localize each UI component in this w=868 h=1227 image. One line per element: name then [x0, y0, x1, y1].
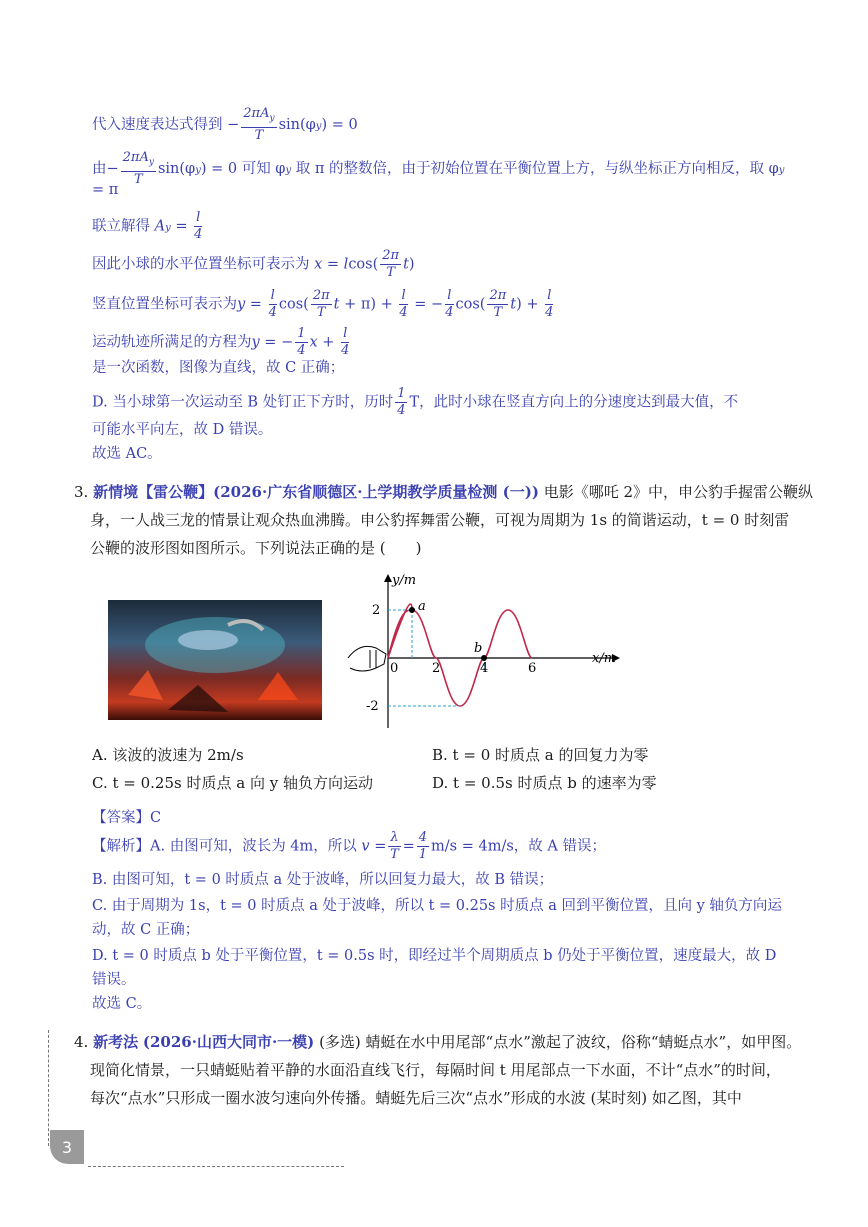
- solution-line-7: 运动轨迹所满足的方程为y = − $\frac{1}{4}$ x + $\frac{l}{4}$: [92, 326, 350, 358]
- analysis-c1: C. 由于周期为 1s，t = 0 时质点 a 处于波峰，所以 t = 0.25s 时质点 a 回到平衡位置，且向 y 轴负方向运: [92, 898, 782, 914]
- q3-line-2: 身，一人战三龙的情景让观众热血沸腾。申公豹挥舞雷公鞭，可视为周期为 1s 的简谐运动，t = 0 时刻雷: [90, 511, 790, 529]
- x-tick-4: 4: [480, 661, 489, 676]
- solution-line-10: 可能水平向左，故 D 错误。: [92, 422, 273, 438]
- answer: 【答案】C: [92, 810, 162, 826]
- question-3: [74, 478, 814, 562]
- wave-graph: [340, 570, 630, 730]
- solution-line-8: 是一次函数，图像为直线，故 C 正确；: [92, 360, 345, 376]
- hand-icon: [348, 646, 386, 671]
- x-axis-label: x/m: [592, 651, 617, 666]
- label-a: a: [418, 599, 426, 614]
- x-tick-6: 6: [528, 661, 537, 676]
- x-tick-2: 2: [432, 661, 441, 676]
- solution-line-5: 因此小球的水平位置坐标可表示为 x = lcos( $\frac{2\pi}{T}$ t): [92, 248, 415, 280]
- option-B: B. t = 0 时质点 a 的回复力为零: [432, 746, 649, 764]
- option-A: A. 该波的波速为 2m/s: [92, 746, 244, 764]
- analysis-b: B. 由图可知，t = 0 时质点 a 处于波峰，所以回复力最大，故 B 错误；: [92, 872, 554, 888]
- q4-line-1: 4. 新考法 (2026·山西大同市·一模) (多选) 蜻蜓在水中用尾部“点水”激起了波纹，俗称“蜻蜓点水”，如甲图。: [74, 1033, 802, 1051]
- page-border-bottom: [88, 1166, 344, 1167]
- analysis-d2: 错误。: [92, 972, 136, 988]
- q4-line-2: 现简化情景，一只蜻蜓贴着平静的水面沿直线飞行，每隔时间 t 用尾部点一下水面，不计“点水”的时间，: [90, 1061, 781, 1079]
- analysis-c2: 动，故 C 正确；: [92, 922, 200, 938]
- analysis-end: 故选 C。: [92, 996, 152, 1012]
- solution-line-2: 由− $\frac{2\pi A_y}{T}$ sin(φy) = 0 可知 φy 取 π 的整数倍，由于初始位置在平衡位置上方，与纵坐标正方向相反，取 φy: [92, 150, 785, 187]
- q3-line-1: 3. 新情境【雷公鞭】(2026·广东省顺德区·上学期教学质量检测 (一)) 电影《哪吒 2》中，申公豹手握雷公鞭纵: [74, 483, 814, 501]
- page-number: 3: [50, 1130, 84, 1164]
- solution-line-4: 联立解得 Ay = $\frac{l}{4}$: [92, 210, 203, 242]
- solution-line-11: 故选 AC。: [92, 446, 162, 462]
- solution-line-6: 竖直位置坐标可表示为y = $\frac{l}{4}$ cos( $\frac{2\pi}{T}$ t + π) + $\frac{l}{4}$ = − $\frac{l}{4}$ cos( $\frac{2\pi}{T}$ t) + $\frac{l}{4}$: [92, 288, 554, 320]
- option-C: C. t = 0.25s 时质点 a 向 y 轴负方向运动: [92, 774, 373, 792]
- fraction: $\frac{2\pi A_y}{T}$: [243, 106, 275, 143]
- solution-line-9: D. 当小球第一次运动至 B 处钉正下方时，历时 $\frac{1}{4}$ T，此时小球在竖直方向上的分速度达到最大值，不: [92, 386, 739, 418]
- y-tick-2: 2: [372, 603, 381, 618]
- question-4: [74, 1028, 808, 1112]
- q3-line-3: 公鞭的波形图如图所示。下列说法正确的是 ( ): [90, 539, 422, 557]
- q4-line-3: 每次“点水”只形成一圈水波匀速向外传播。蜻蜓先后三次“点水”形成的水波 (某时刻) 如乙图，其中: [90, 1089, 742, 1107]
- label-b: b: [474, 641, 483, 656]
- analysis-a: 【解析】A. 由图可知，波长为 4m，所以 v = $\frac{\lambda}{T}$ = $\frac{4}{1}$ m/s = 4m/s，故 A 错误；: [92, 830, 606, 862]
- option-D: D. t = 0.5s 时质点 b 的速率为零: [432, 774, 657, 792]
- y-tick-neg2: -2: [366, 699, 379, 714]
- point-a: [409, 607, 415, 613]
- solution-line-1: 代入速度表达式得到 − $\frac{2\pi A_y}{T}$ sin(φy) = 0: [92, 106, 358, 143]
- wave-curve: [388, 604, 532, 706]
- page-border-left: [48, 1030, 49, 1146]
- x-tick-0: 0: [390, 661, 399, 676]
- y-axis-label: y/m: [392, 573, 417, 588]
- movie-still-image: [108, 600, 322, 720]
- analysis-d1: D. t = 0 时质点 b 处于平衡位置，t = 0.5s 时，即经过半个周期质点 b 仍处于平衡位置，速度最大，故 D: [92, 948, 777, 964]
- solution-line-3: = π: [92, 182, 119, 198]
